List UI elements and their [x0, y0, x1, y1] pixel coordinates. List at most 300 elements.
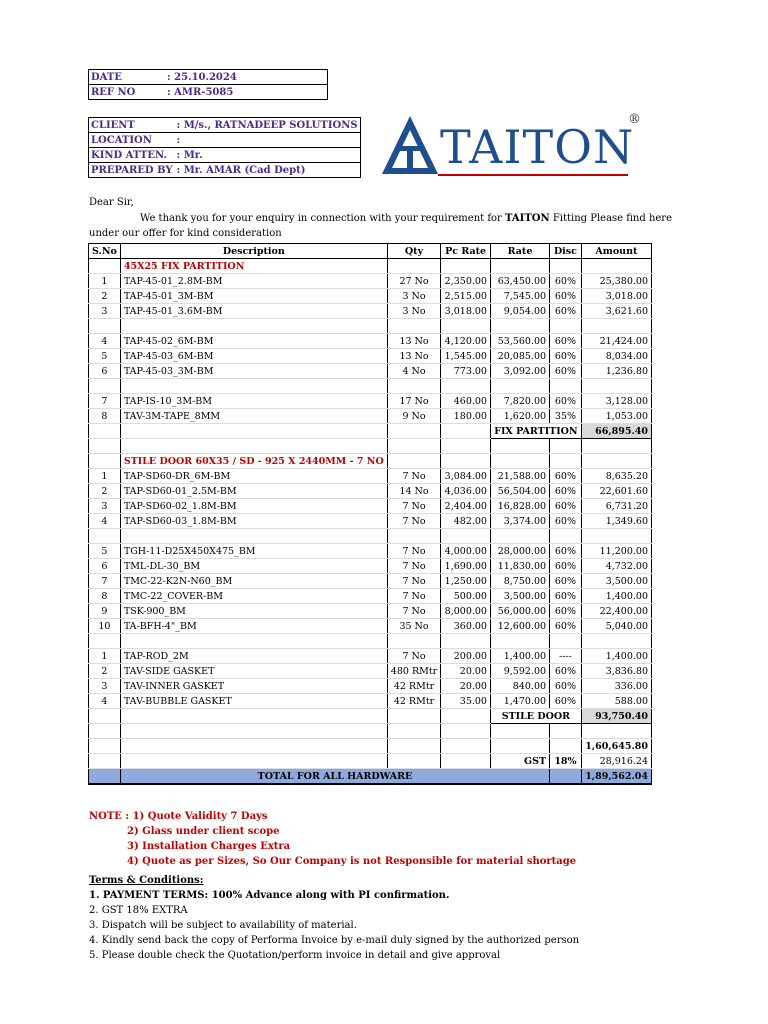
cell — [387, 529, 441, 544]
cell-description: TAV-BUBBLE GASKET — [120, 694, 387, 709]
cell-disc: 60% — [550, 334, 582, 349]
cell-disc: 60% — [550, 589, 582, 604]
letter-line-1: We thank you for your enquiry in connection with your requirement for TAITON Fitting Please find here — [140, 213, 673, 224]
column-header: Amount — [581, 244, 651, 259]
cell-pc-rate: 4,036.00 — [441, 484, 491, 499]
table-row — [89, 619, 652, 634]
cell-disc: 60% — [550, 274, 582, 289]
note-3: 3) Installation Charges Extra — [127, 841, 291, 852]
cell — [441, 259, 491, 274]
cell-qty: 13 No — [387, 334, 441, 349]
cell-disc: 60% — [550, 484, 582, 499]
table-row — [89, 649, 652, 664]
cell — [387, 379, 441, 394]
cell-qty: 7 No — [387, 604, 441, 619]
cell-amount: 1,236.80 — [581, 364, 651, 379]
cell — [387, 724, 441, 739]
cell-qty: 480 RMtr — [387, 664, 441, 679]
cell-pc-rate: 3,084.00 — [441, 469, 491, 484]
cell-rate: 20,085.00 — [490, 349, 549, 364]
cell — [387, 634, 441, 649]
table-row — [89, 574, 652, 589]
cell-pc-rate: 2,404.00 — [441, 499, 491, 514]
cell-sno: 9 — [89, 604, 121, 619]
cell-amount: 3,500.00 — [581, 574, 651, 589]
cell-rate: 3,374.00 — [490, 514, 549, 529]
cell — [550, 724, 582, 739]
table-row — [89, 589, 652, 604]
cell-description: TMC-22-K2N-N60_BM — [120, 574, 387, 589]
gst-rate: 18% — [550, 754, 582, 769]
header-value: : 25.10.2024 — [165, 70, 328, 85]
cell-qty: 3 No — [387, 289, 441, 304]
cell-sno: 1 — [89, 469, 121, 484]
brand-name: TAITON — [505, 213, 550, 224]
header-row — [89, 70, 328, 85]
cell-pc-rate: 20.00 — [441, 664, 491, 679]
table-row — [89, 364, 652, 379]
cell-sno: 2 — [89, 664, 121, 679]
cell-sno: 2 — [89, 289, 121, 304]
total-row — [89, 769, 652, 785]
cell — [441, 634, 491, 649]
cell-amount: 3,836.80 — [581, 664, 651, 679]
cell-description: TSK-900_BM — [120, 604, 387, 619]
cell — [581, 319, 651, 334]
taiton-logo — [380, 112, 650, 182]
cell — [89, 529, 121, 544]
cell-description: TAV-3M-TAPE_8MM — [120, 409, 387, 424]
cell-amount: 22,601.60 — [581, 484, 651, 499]
subtotal-amount: 93,750.40 — [581, 709, 651, 724]
cell-pc-rate: 8,000.00 — [441, 604, 491, 619]
cell — [441, 319, 491, 334]
cell — [89, 379, 121, 394]
cell-sno: 8 — [89, 409, 121, 424]
cell-pc-rate: 4,120.00 — [441, 334, 491, 349]
column-header: Description — [120, 244, 387, 259]
header-key: CLIENT — [89, 118, 175, 133]
registered-mark: ® — [628, 112, 641, 127]
cell-qty: 7 No — [387, 499, 441, 514]
cell-qty: 7 No — [387, 589, 441, 604]
table-row — [89, 499, 652, 514]
gst-row — [89, 754, 652, 769]
cell-sno: 4 — [89, 514, 121, 529]
column-header: Qty — [387, 244, 441, 259]
table-row — [89, 274, 652, 289]
cell — [387, 709, 441, 724]
cell — [550, 454, 582, 469]
cell-sno: 10 — [89, 619, 121, 634]
cell — [387, 259, 441, 274]
cell — [89, 754, 121, 769]
cell — [387, 439, 441, 454]
cell-qty: 13 No — [387, 349, 441, 364]
cell-sno: 5 — [89, 544, 121, 559]
cell — [120, 754, 387, 769]
header-value: : — [175, 133, 361, 148]
cell-pc-rate: 482.00 — [441, 514, 491, 529]
table-row — [89, 664, 652, 679]
cell-pc-rate: 360.00 — [441, 619, 491, 634]
header-value: : Mr. AMAR (Cad Dept) — [175, 163, 361, 178]
cell — [120, 634, 387, 649]
cell — [441, 739, 491, 754]
cell — [550, 529, 582, 544]
cell — [550, 379, 582, 394]
cell-qty: 7 No — [387, 544, 441, 559]
grand-subtotal-amount: 1,60,645.80 — [581, 739, 651, 754]
cell-pc-rate: 20.00 — [441, 679, 491, 694]
cell — [490, 454, 549, 469]
cell-amount: 21,424.00 — [581, 334, 651, 349]
terms-title: Terms & Conditions: — [89, 875, 204, 886]
cell — [120, 379, 387, 394]
cell-rate: 63,450.00 — [490, 274, 549, 289]
header-value: : M/s., RATNADEEP SOLUTIONS — [175, 118, 361, 133]
cell — [581, 634, 651, 649]
table-header-row — [89, 244, 652, 259]
cell — [490, 724, 549, 739]
letter-line-2: under our offer for kind consideration — [89, 228, 282, 239]
cell-qty: 7 No — [387, 649, 441, 664]
cell — [387, 424, 441, 439]
cell — [120, 739, 387, 754]
cell-disc: 60% — [550, 604, 582, 619]
table-row — [89, 544, 652, 559]
cell-pc-rate: 4,000.00 — [441, 544, 491, 559]
cell — [550, 739, 582, 754]
cell-description: TAP-SD60-02_1.8M-BM — [120, 499, 387, 514]
cell-amount: 1,349.60 — [581, 514, 651, 529]
cell-pc-rate: 460.00 — [441, 394, 491, 409]
term-4: 4. Kindly send back the copy of Performa Invoice by e-mail duly signed by the authorized person — [89, 935, 580, 946]
cell — [89, 709, 121, 724]
cell-pc-rate: 3,018.00 — [441, 304, 491, 319]
cell — [490, 634, 549, 649]
cell — [120, 424, 387, 439]
total-label: TOTAL FOR ALL HARDWARE — [120, 769, 549, 785]
cell-amount: 336.00 — [581, 679, 651, 694]
cell-sno: 1 — [89, 649, 121, 664]
header-row — [89, 163, 361, 178]
header-key: REF NO — [89, 85, 166, 100]
cell-pc-rate: 1,250.00 — [441, 574, 491, 589]
cell — [387, 319, 441, 334]
cell-amount: 22,400.00 — [581, 604, 651, 619]
cell-sno: 3 — [89, 499, 121, 514]
cell — [89, 454, 121, 469]
cell-qty: 7 No — [387, 514, 441, 529]
cell-sno: 6 — [89, 559, 121, 574]
cell-rate: 56,000.00 — [490, 604, 549, 619]
date-ref-box — [88, 69, 328, 100]
cell-pc-rate: 500.00 — [441, 589, 491, 604]
blank-row — [89, 529, 652, 544]
cell — [441, 529, 491, 544]
cell-rate: 840.00 — [490, 679, 549, 694]
cell-description: TML-DL-30_BM — [120, 559, 387, 574]
cell-qty: 7 No — [387, 574, 441, 589]
cell-pc-rate: 2,350.00 — [441, 274, 491, 289]
cell-pc-rate: 1,690.00 — [441, 559, 491, 574]
terms-block — [89, 873, 749, 961]
cell — [550, 259, 582, 274]
cell-description: TAP-45-01_3.6M-BM — [120, 304, 387, 319]
cell-pc-rate: 180.00 — [441, 409, 491, 424]
cell — [441, 454, 491, 469]
cell-description: TAP-SD60-DR_6M-BM — [120, 469, 387, 484]
total-amount: 1,89,562.04 — [581, 769, 651, 785]
cell — [89, 634, 121, 649]
cell — [441, 709, 491, 724]
cell-amount: 8,034.00 — [581, 349, 651, 364]
cell-disc: 60% — [550, 394, 582, 409]
cell-disc: 60% — [550, 289, 582, 304]
cell — [441, 424, 491, 439]
cell-qty: 35 No — [387, 619, 441, 634]
header-row — [89, 85, 328, 100]
cell — [120, 319, 387, 334]
cell-disc: 60% — [550, 694, 582, 709]
header-row — [89, 133, 361, 148]
cell-description: TAV-INNER GASKET — [120, 679, 387, 694]
cell-qty: 7 No — [387, 559, 441, 574]
subtotal-label: STILE DOOR — [490, 709, 581, 724]
blank-row — [89, 439, 652, 454]
cell-amount: 3,018.00 — [581, 289, 651, 304]
cell — [89, 739, 121, 754]
taiton-triangle-icon — [380, 112, 440, 176]
client-info-box — [88, 117, 361, 178]
term-2: 2. GST 18% EXTRA — [89, 905, 188, 916]
cell-description: TAP-45-01_2.8M-BM — [120, 274, 387, 289]
cell-rate: 1,470.00 — [490, 694, 549, 709]
cell-rate: 53,560.00 — [490, 334, 549, 349]
table-row — [89, 694, 652, 709]
cell — [120, 529, 387, 544]
cell-disc: 60% — [550, 469, 582, 484]
note-1: NOTE : 1) Quote Validity 7 Days — [89, 811, 268, 822]
cell-description: TAP-45-02_6M-BM — [120, 334, 387, 349]
subtotal-row — [89, 709, 652, 724]
table-row — [89, 514, 652, 529]
column-header: Rate — [490, 244, 549, 259]
cell-qty: 42 RMtr — [387, 694, 441, 709]
blank-row — [89, 379, 652, 394]
table-row — [89, 469, 652, 484]
term-1: 1. PAYMENT TERMS: 100% Advance along with PI confirmation. — [89, 890, 450, 901]
cell-disc: 60% — [550, 499, 582, 514]
cell-pc-rate: 1,545.00 — [441, 349, 491, 364]
cell-description: TMC-22_COVER-BM — [120, 589, 387, 604]
term-3: 3. Dispatch will be subject to availability of material. — [89, 920, 357, 931]
cell-rate: 11,830.00 — [490, 559, 549, 574]
cell-disc: 60% — [550, 619, 582, 634]
column-header: S.No — [89, 244, 121, 259]
cell-qty: 14 No — [387, 484, 441, 499]
cell-description: TAP-SD60-03_1.8M-BM — [120, 514, 387, 529]
logo-underline — [438, 174, 628, 176]
subtotal-amount: 66,895.40 — [581, 424, 651, 439]
cell-disc: 60% — [550, 679, 582, 694]
cell-qty: 27 No — [387, 274, 441, 289]
cell-disc: 60% — [550, 664, 582, 679]
cell-description: TAP-SD60-01_2.5M-BM — [120, 484, 387, 499]
grand-subtotal-row — [89, 739, 652, 754]
cell-amount: 1,053.00 — [581, 409, 651, 424]
cell — [490, 259, 549, 274]
header-key: DATE — [89, 70, 166, 85]
cell-rate: 8,750.00 — [490, 574, 549, 589]
cell-pc-rate: 35.00 — [441, 694, 491, 709]
cell — [441, 439, 491, 454]
cell-amount: 8,635.20 — [581, 469, 651, 484]
cell — [387, 754, 441, 769]
cell — [120, 709, 387, 724]
cell-qty: 7 No — [387, 469, 441, 484]
notes-block — [89, 809, 576, 869]
cell — [550, 769, 582, 785]
cell-sno: 4 — [89, 694, 121, 709]
blank-row — [89, 634, 652, 649]
cell — [490, 739, 549, 754]
cell — [581, 454, 651, 469]
cell-rate: 56,504.00 — [490, 484, 549, 499]
cell-pc-rate: 773.00 — [441, 364, 491, 379]
cell — [89, 319, 121, 334]
cell-sno: 6 — [89, 364, 121, 379]
table-row — [89, 394, 652, 409]
table-row — [89, 604, 652, 619]
cell-amount: 4,732.00 — [581, 559, 651, 574]
cell-qty: 17 No — [387, 394, 441, 409]
cell — [441, 754, 491, 769]
cell-disc: ---- — [550, 649, 582, 664]
cell — [581, 259, 651, 274]
section-row — [89, 259, 652, 274]
cell-sno: 3 — [89, 304, 121, 319]
cell-amount: 25,380.00 — [581, 274, 651, 289]
quotation-table — [88, 243, 652, 785]
cell — [89, 439, 121, 454]
cell-sno: 3 — [89, 679, 121, 694]
cell-rate: 7,545.00 — [490, 289, 549, 304]
note-2: 2) Glass under client scope — [127, 826, 280, 837]
cell-sno: 1 — [89, 274, 121, 289]
table-row — [89, 304, 652, 319]
cell-sno: 7 — [89, 394, 121, 409]
cell-disc: 60% — [550, 364, 582, 379]
cell-qty: 9 No — [387, 409, 441, 424]
header-key: LOCATION — [89, 133, 175, 148]
cell — [441, 724, 491, 739]
cell-pc-rate: 2,515.00 — [441, 289, 491, 304]
cell — [581, 379, 651, 394]
column-header: Disc — [550, 244, 582, 259]
gst-label: GST — [490, 754, 549, 769]
table-row — [89, 334, 652, 349]
cell-rate: 3,500.00 — [490, 589, 549, 604]
cell — [581, 439, 651, 454]
cell-amount: 1,400.00 — [581, 589, 651, 604]
cell-disc: 60% — [550, 514, 582, 529]
cell-rate: 3,092.00 — [490, 364, 549, 379]
cell-disc: 60% — [550, 304, 582, 319]
gst-amount: 28,916.24 — [581, 754, 651, 769]
blank-row — [89, 319, 652, 334]
header-value: : Mr. — [175, 148, 361, 163]
cell-amount: 1,400.00 — [581, 649, 651, 664]
cell-rate: 1,400.00 — [490, 649, 549, 664]
cell-amount: 11,200.00 — [581, 544, 651, 559]
column-header: Pc Rate — [441, 244, 491, 259]
cell-rate: 16,828.00 — [490, 499, 549, 514]
cell-disc: 60% — [550, 349, 582, 364]
cell-disc: 60% — [550, 559, 582, 574]
header-row — [89, 118, 361, 133]
cell — [89, 424, 121, 439]
cell-sno: 7 — [89, 574, 121, 589]
logo-wordmark: TAITON — [440, 120, 635, 174]
cell-disc: 35% — [550, 409, 582, 424]
cell-sno: 8 — [89, 589, 121, 604]
cell-sno: 4 — [89, 334, 121, 349]
table-row — [89, 409, 652, 424]
cell-description: TGH-11-D25X450X475_BM — [120, 544, 387, 559]
cell — [581, 529, 651, 544]
cell-sno: 5 — [89, 349, 121, 364]
cell — [89, 724, 121, 739]
cell-rate: 9,054.00 — [490, 304, 549, 319]
cell-disc: 60% — [550, 544, 582, 559]
cell-description: TAP-ROD_2M — [120, 649, 387, 664]
cell — [581, 724, 651, 739]
cell — [550, 319, 582, 334]
header-row — [89, 148, 361, 163]
cell — [120, 724, 387, 739]
cell-qty: 42 RMtr — [387, 679, 441, 694]
section-title: 45X25 FIX PARTITION — [120, 259, 387, 274]
cell-rate: 7,820.00 — [490, 394, 549, 409]
cell-qty: 4 No — [387, 364, 441, 379]
cell — [550, 634, 582, 649]
cell — [490, 379, 549, 394]
cell-description: TAV-SIDE GASKET — [120, 664, 387, 679]
term-5: 5. Please double check the Quotation/perform invoice in detail and give approval — [89, 950, 501, 961]
subtotal-row — [89, 424, 652, 439]
cell-amount: 3,128.00 — [581, 394, 651, 409]
header-key: PREPARED BY — [89, 163, 175, 178]
cell-amount: 5,040.00 — [581, 619, 651, 634]
section-row — [89, 454, 652, 469]
cell — [490, 439, 549, 454]
cell — [490, 529, 549, 544]
cell — [550, 439, 582, 454]
table-row — [89, 679, 652, 694]
subtotal-label: FIX PARTITION — [490, 424, 581, 439]
cell-rate: 9,592.00 — [490, 664, 549, 679]
table-row — [89, 559, 652, 574]
cell-amount: 588.00 — [581, 694, 651, 709]
table-row — [89, 289, 652, 304]
cell-description: TA-BFH-4"_BM — [120, 619, 387, 634]
cell-description: TAP-45-01_3M-BM — [120, 289, 387, 304]
cell-pc-rate: 200.00 — [441, 649, 491, 664]
cell-description: TAP-IS-10_3M-BM — [120, 394, 387, 409]
cell-rate: 21,588.00 — [490, 469, 549, 484]
